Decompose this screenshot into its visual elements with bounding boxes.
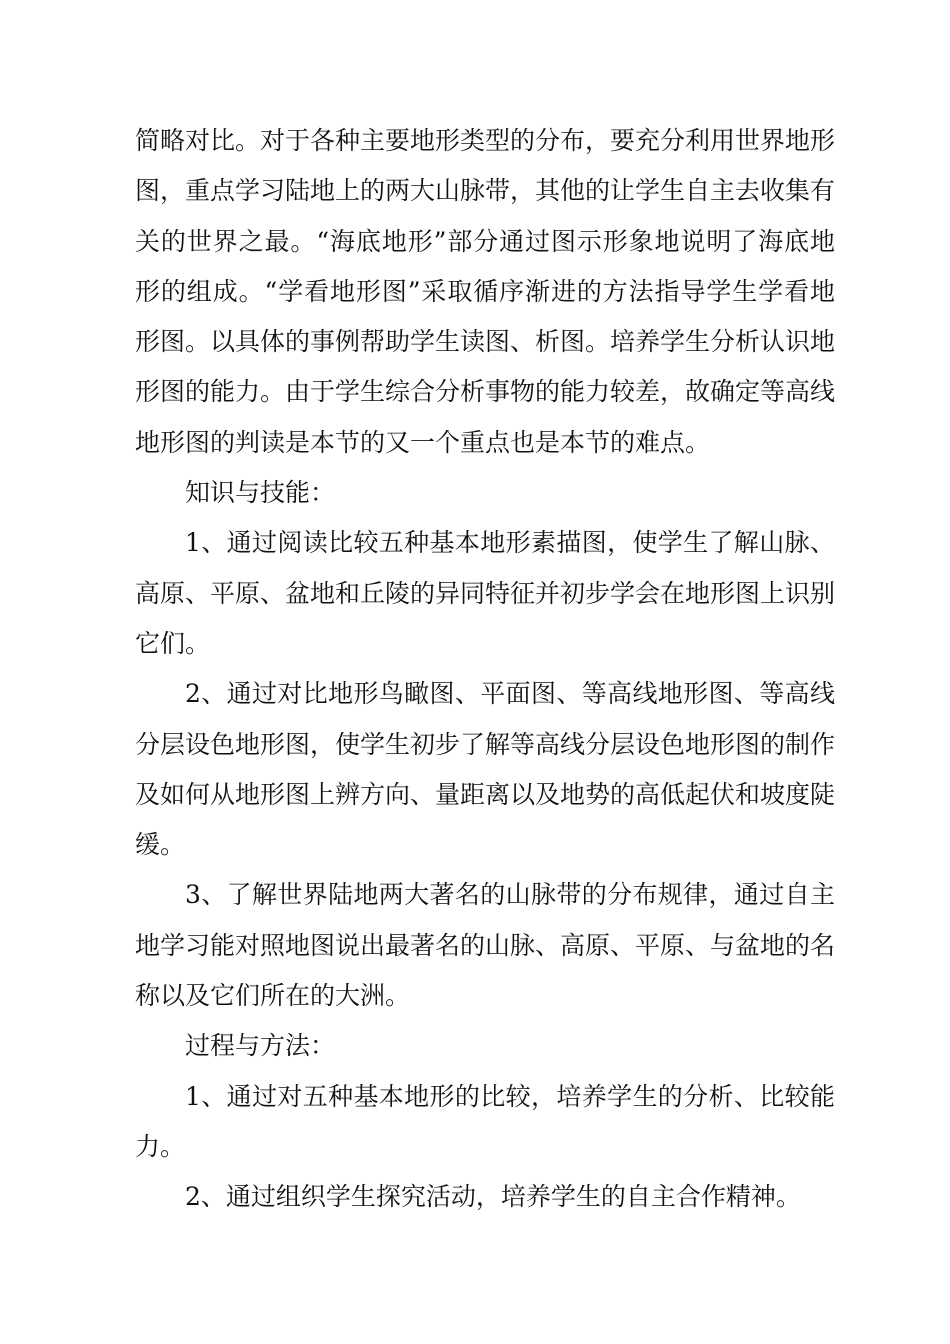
document-page (135, 116, 835, 1223)
body-paragraph-method-1: 1、通过对五种基本地形的比较，培养学生的分析、比较能力。 (135, 1081, 835, 1161)
body-paragraph-objective-2: 2、通过对比地形鸟瞰图、平面图、等高线地形图、等高线分层设色地形图，使学生初步了解等高线分层设色地形图的制作及如何从地形图上辨方向、量距离以及地势的高低起伏和坡度陡缓。 (135, 679, 836, 860)
section-heading-process-methods: 过程与方法： (185, 1031, 336, 1061)
section-heading-knowledge-skills: 知识与技能： (185, 478, 336, 508)
body-paragraph-method-2: 2、通过组织学生探究活动，培养学生的自主合作精神。 (185, 1182, 801, 1212)
body-paragraph-objective-1: 1、通过阅读比较五种基本地形素描图，使学生了解山脉、高原、平原、盆地和丘陵的异同特征并初步学会在地形图上识别它们。 (135, 528, 836, 658)
body-paragraph-intro: 简略对比。对于各种主要地形类型的分布，要充分利用世界地形图，重点学习陆地上的两大山脉带，其他的让学生自主去收集有关的世界之最。“海底地形”部分通过图示形象地说明了海底地形的组成。“学看地形图”采取循序渐进的方法指导学生学看地形图。以具体的事例帮助学生读图、析图。培养学生分析认识地形图的能力。由于学生综合分析事物的能力较差，故确定等高线地形图的判读是本节的又一个重点也是本节的难点。 (135, 126, 836, 457)
body-paragraph-objective-3: 3、了解世界陆地两大著名的山脉带的分布规律，通过自主地学习能对照地图说出最著名的山脉、高原、平原、与盆地的名称以及它们所在的大洲。 (135, 880, 836, 1011)
